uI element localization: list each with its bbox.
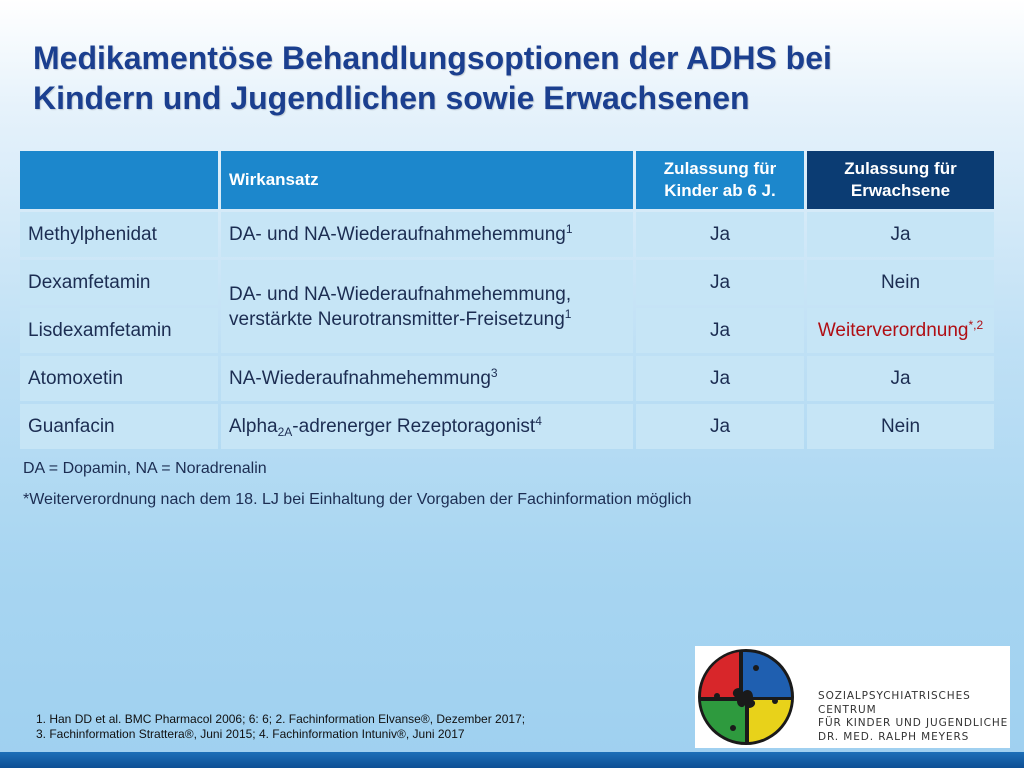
header-adults-line1: Zulassung für	[844, 159, 957, 178]
drug-name: Atomoxetin	[20, 356, 218, 401]
header-adult-approval	[807, 151, 994, 209]
logo-text	[818, 690, 1010, 744]
header-adults-line2: Erwachsene	[850, 181, 951, 200]
header-mechanism: Wirkansatz	[221, 151, 633, 209]
header-children-line1: Zulassung für	[663, 159, 777, 178]
mechanism-subscript: 2A	[277, 424, 293, 439]
slide-title-line1: Medikamentöse Behandlungsoptionen der ADHS bei	[33, 40, 832, 76]
reference-sup: 1	[565, 221, 573, 236]
reference-line1: 1. Han DD et al. BMC Pharmacol 2006; 6: 6; 2. Fachinformation Elvanse®, Dezember 2017;	[36, 712, 526, 726]
adult-approval: Ja	[807, 212, 994, 257]
reference-sup: 3	[490, 365, 498, 380]
header-children-approval	[636, 151, 804, 209]
table-row	[20, 356, 994, 401]
adult-approval: Ja	[807, 356, 994, 401]
children-approval: Ja	[636, 404, 804, 449]
table-row	[20, 212, 994, 257]
adult-approval: Nein	[807, 260, 994, 305]
mechanism-merged-line2: verstärkte Neurotransmitter-Freisetzung	[229, 308, 565, 330]
mechanism-text: DA- und NA-Wiederaufnahmehemmung	[229, 223, 566, 245]
mechanism-cell	[221, 404, 633, 449]
children-approval: Ja	[636, 260, 804, 305]
drug-name: Guanfacin	[20, 404, 218, 449]
bottom-bar	[0, 752, 1024, 768]
mechanism-cell-merged	[221, 260, 633, 353]
mechanism-text-post: -adrenerger Rezeptoragonist	[292, 415, 536, 437]
reference-sup: 1	[564, 306, 572, 321]
adult-approval-cell	[807, 308, 994, 353]
drug-name: Dexamfetamin	[20, 260, 218, 305]
puzzle-blue	[743, 652, 791, 697]
footnote: *Weiterverordnung nach dem 18. LJ bei Einhaltung der Vorgaben der Fachinformation möglich	[23, 491, 692, 508]
logo-line3: DR. MED. RALPH MEYERS	[818, 730, 970, 743]
children-approval: Ja	[636, 212, 804, 257]
drug-name: Methylphenidat	[20, 212, 218, 257]
logo-line1: SOZIALPSYCHIATRISCHES CENTRUM	[818, 690, 971, 716]
medication-table	[17, 148, 997, 452]
adult-approval: Weiterverordnung	[817, 319, 969, 341]
slide-title-line2: Kindern und Jugendlichen sowie Erwachsenen	[33, 80, 750, 116]
abbreviation-note: DA = Dopamin, NA = Noradrenalin	[23, 460, 267, 477]
logo-line2: FÜR KINDER UND JUGENDLICHE	[818, 717, 1009, 729]
table-row	[20, 404, 994, 449]
adult-approval: Nein	[807, 404, 994, 449]
puzzle-logo-icon	[695, 646, 805, 748]
mechanism-text-pre: Alpha	[229, 415, 278, 437]
children-approval: Ja	[636, 356, 804, 401]
table-header-row	[20, 151, 994, 209]
mechanism-cell	[221, 356, 633, 401]
reference-line2: 3. Fachinformation Strattera®, Juni 2015; 4. Fachinformation Intuniv®, Juni 2017	[36, 727, 465, 741]
mechanism-cell	[221, 212, 633, 257]
slide-title	[33, 38, 1003, 118]
logo	[695, 646, 1010, 748]
drug-name: Lisdexamfetamin	[20, 308, 218, 353]
table-row	[20, 260, 994, 305]
children-approval: Ja	[636, 308, 804, 353]
mechanism-text: NA-Wiederaufnahmehemmung	[229, 367, 491, 389]
header-children-line2: Kinder ab 6 J.	[664, 181, 776, 200]
header-drug-cell	[20, 151, 218, 209]
references	[36, 712, 525, 742]
mechanism-merged-line1: DA- und NA-Wiederaufnahmehemmung,	[229, 283, 572, 305]
reference-sup: 4	[535, 413, 542, 428]
reference-sup: *,2	[968, 317, 984, 332]
